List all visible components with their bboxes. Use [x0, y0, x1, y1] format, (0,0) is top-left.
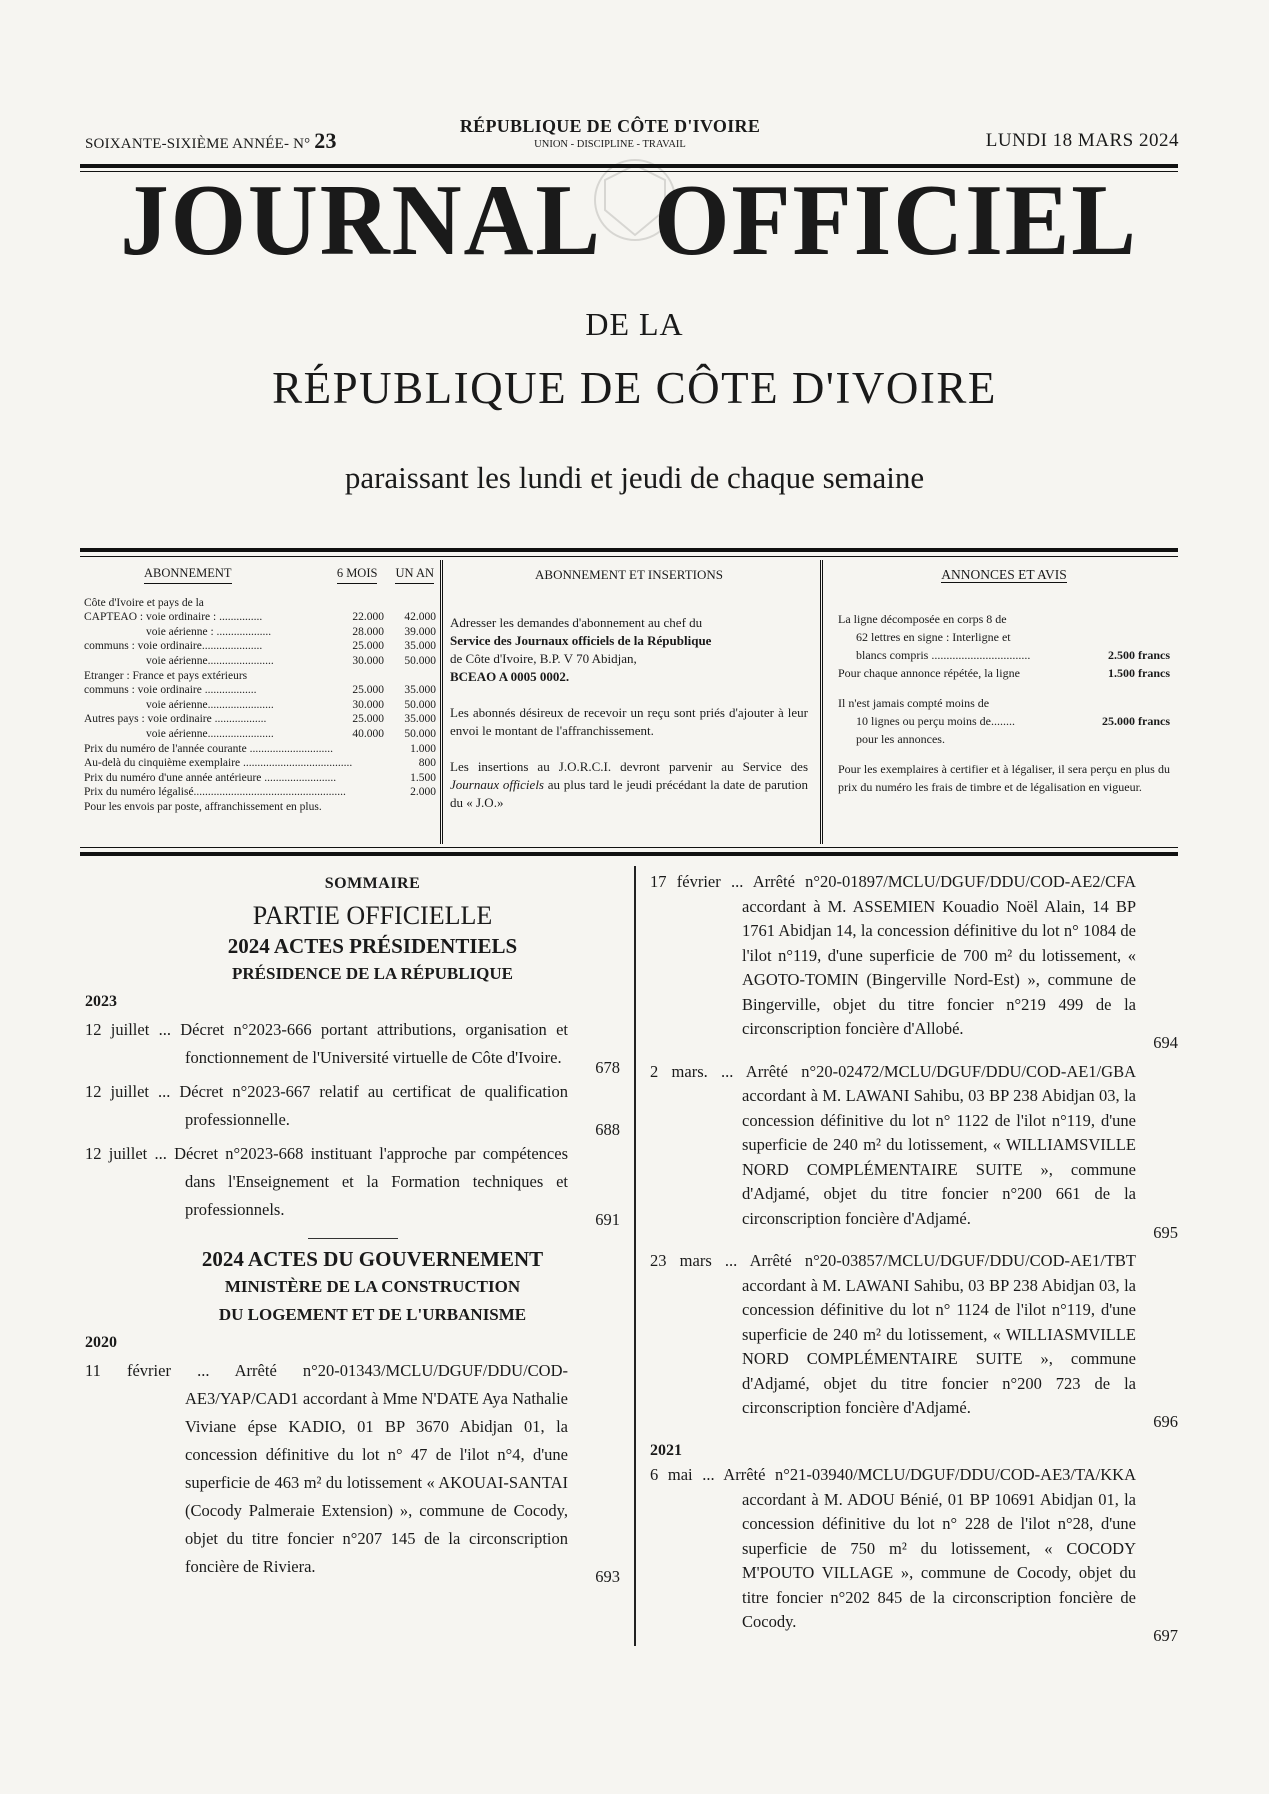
rate-1-year: 35.000: [404, 684, 436, 697]
entry-text: Décret n°2023-668 instituant l'approche par compétences dans l'Enseignement et la Formation techniques et professionnels.: [174, 1144, 568, 1219]
price-row: [84, 785, 436, 800]
entry-date: 6 mai ...: [650, 1465, 724, 1484]
entry-date: 12 juillet ...: [85, 1020, 181, 1039]
price-value: 1.500: [410, 771, 436, 784]
p1-a: Adresser les demandes d'abonnement au chef du: [450, 615, 703, 630]
entry-body: [85, 1140, 568, 1224]
partie-officielle: PARTIE OFFICIELLE: [252, 901, 493, 930]
entry-body: [85, 1078, 568, 1134]
annonce-price: 25.000 francs: [1102, 714, 1170, 728]
entry-text: Arrêté n°20-02472/MCLU/DGUF/DDU/COD-AE1/GBA accordant à M. LAWANI Sahibu, 03 BP 238 Abidjan 03, la concession définitive du lot n° 1122 de l'ilot n°119, d'une superficie de 240 m² du lotissement, « WILLIAMSVILLE NORD COMPLÉMENTAIRE SUITE », commune d'Adjamé, objet du titre foncier n°200 661 de la circonscription foncière d'Adjamé.: [742, 1061, 1136, 1228]
section-separator: [308, 1238, 398, 1239]
price-label: Prix du numéro d'une année antérieure .........................: [84, 771, 337, 784]
price-label: Au-delà du cinquième exemplaire ......................................: [84, 757, 353, 770]
entry-page: 696: [1153, 1412, 1178, 1431]
sommaire-entry: [85, 1016, 620, 1077]
entry-body: [85, 1357, 568, 1581]
entry-page: 695: [1153, 1222, 1178, 1242]
entry-body: [650, 870, 1136, 1042]
sommaire-right: [650, 870, 1178, 1653]
rate-1-year: 35.000: [404, 713, 436, 726]
rate-label: voie aérienne : ...................: [146, 625, 272, 638]
rate-6-months: 40.000: [352, 727, 384, 740]
subscription-rates: [84, 566, 436, 815]
price-value: 2.000: [410, 786, 436, 799]
rate-rows: [84, 610, 436, 741]
entry-date: 23 mars ...: [650, 1251, 750, 1270]
subscription-box: [80, 548, 1178, 856]
sommaire-entry: [650, 870, 1178, 1052]
rate-row: [84, 610, 436, 625]
entry-page: 694: [1153, 1033, 1178, 1052]
sommaire-entry: [650, 1463, 1178, 1645]
column-divider: [440, 560, 446, 844]
price-row: [84, 771, 436, 786]
entry-date: 12 juillet ...: [85, 1082, 180, 1101]
insertions-info: [450, 566, 808, 812]
title-word-2: OFFICIEL: [654, 164, 1138, 277]
entry-date: 2 mars. ...: [650, 1061, 746, 1081]
entry-text: Arrêté n°20-03857/MCLU/DGUF/DDU/COD-AE1/TBT accordant à M. LAWANI Sahibu, 03 BP 238 Abidjan 03, la concession définitive du lot n° 1124 de l'ilot n°119, d'une superficie de 240 m² du lotissement, « WILLIASMVILLE NORD COMPLÉMENTAIRE SUITE », commune d'Adjamé, objet du titre foncier n°200 723 de la circonscription foncière d'Adjamé.: [742, 1251, 1136, 1417]
rate-label: communs : voie ordinaire ..................: [84, 684, 257, 697]
rate-row: [84, 698, 436, 713]
annonce-certify: Pour les exemplaires à certifier et à légaliser, il sera perçu en plus du prix du numéro les frais de timbre et de légalisation en vigueur.: [838, 762, 1170, 794]
section-presidential-sub: PRÉSIDENCE DE LA RÉPUBLIQUE: [231, 964, 514, 983]
annonces-heading-text: ANNONCES ET AVIS: [941, 567, 1067, 582]
title-republic: RÉPUBLIQUE DE CÔTE D'IVOIRE: [272, 363, 997, 413]
annonce-line: 62 lettres en signe : Interligne et: [856, 630, 1011, 644]
col-1-year: UN AN: [395, 566, 434, 584]
rate-1-year: 39.000: [404, 625, 436, 638]
rate-label: Etranger : France et pays extérieurs: [84, 669, 248, 682]
annonces-info: [838, 566, 1170, 796]
entry-page: 693: [595, 1567, 620, 1586]
entry-page: 688: [595, 1120, 620, 1139]
sommaire-left: [85, 870, 620, 1587]
rates-heading: ABONNEMENT: [144, 566, 232, 584]
sommaire-title: SOMMAIRE: [324, 875, 421, 892]
column-separator: [634, 866, 636, 1646]
rate-6-months: [330, 669, 384, 684]
header-republic: [400, 116, 820, 150]
title-de-la: DE LA: [585, 306, 684, 342]
sommaire-entry: [650, 1249, 1178, 1431]
sommaire-entry: [85, 1140, 620, 1229]
entry-page: 697: [1153, 1626, 1178, 1645]
year-2020: 2020: [85, 1334, 117, 1351]
rate-1-year: 50.000: [404, 727, 436, 740]
sommaire-entry: [85, 1357, 620, 1586]
entry-body: [650, 1060, 1136, 1232]
year-2023: 2023: [85, 993, 117, 1010]
rate-6-months: 30.000: [352, 698, 384, 711]
issue-date: LUNDI 18 MARS 2024: [985, 130, 1179, 151]
rate-1-year: [384, 669, 436, 684]
insertions-p3: [450, 758, 808, 812]
rates-footer: Pour les envois par poste, affranchissement en plus.: [84, 800, 322, 813]
rate-1-year: 50.000: [404, 654, 436, 667]
rate-6-months: 25.000: [352, 640, 384, 653]
rates-intro: Côte d'Ivoire et pays de la: [84, 596, 204, 609]
motto: UNION - DISCIPLINE - TRAVAIL: [534, 139, 686, 150]
rate-row: [84, 712, 436, 727]
rate-row: [84, 683, 436, 698]
insertions-heading: ABONNEMENT ET INSERTIONS: [535, 567, 723, 582]
rate-1-year: 42.000: [404, 611, 436, 624]
annonce-price: 2.500 francs: [1108, 648, 1170, 662]
ministry-line-2: DU LOGEMENT ET DE L'URBANISME: [218, 1305, 527, 1324]
rate-row: [84, 639, 436, 654]
issue-number: 23: [314, 128, 337, 153]
ministry-line-1: MINISTÈRE DE LA CONSTRUCTION: [224, 1277, 521, 1296]
p3-c: au plus tard le jeudi précédant la date de parution du « J.O.»: [450, 777, 808, 810]
government-entries: [85, 1357, 620, 1586]
annonce-line: blancs compris .................................: [856, 648, 1031, 662]
entry-body: [650, 1463, 1136, 1635]
price-value: 800: [418, 757, 436, 770]
p3-b: Journaux officiels: [450, 777, 544, 792]
annonce-line: pour les annonces.: [856, 732, 945, 746]
title-word-1: JOURNAL: [120, 164, 602, 277]
year-2021: 2021: [650, 1441, 682, 1459]
republic-name: RÉPUBLIQUE DE CÔTE D'IVOIRE: [459, 116, 761, 136]
p1-b: Service des Journaux officiels de la République: [450, 633, 712, 648]
rate-label: voie aérienne.......................: [146, 727, 274, 740]
annonce-price-row: [838, 664, 1170, 682]
rate-label: voie aérienne.......................: [146, 654, 274, 667]
rate-row: [84, 625, 436, 640]
presidential-entries: [85, 1016, 620, 1229]
rate-label: Autres pays : voie ordinaire ..................: [84, 713, 267, 726]
insertions-p1: [450, 614, 808, 686]
sommaire-entry: [650, 1060, 1178, 1242]
annonce-line: 10 lignes ou perçu moins de........: [856, 714, 1015, 728]
rate-6-months: 22.000: [352, 611, 384, 624]
col-6-months: 6 MOIS: [337, 566, 378, 584]
sommaire-entry: [85, 1078, 620, 1139]
frequency: paraissant les lundi et jeudi de chaque semaine: [344, 460, 925, 495]
rate-6-months: 28.000: [352, 625, 384, 638]
entry-text: Arrêté n°20-01897/MCLU/DGUF/DDU/COD-AE2/CFA accordant à M. ASSEMIEN Kouadio Noël Alain, 14 BP 1761 Abidjan 14, la concession définitive du lot n° 1084 de l'ilot n°119, d'une superficie de 700 m² du lotissement, « AGOTO-TOMIN (Bingerville Nord-Est) », commune de Bingerville, objet du titre foncier n°219 499 de la circonscription foncière d'Allobé.: [742, 872, 1136, 1038]
annonce-price-row: [838, 646, 1170, 664]
entry-text: Arrêté n°20-01343/MCLU/DGUF/DDU/COD-AE3/YAP/CAD1 accordant à Mme N'DATE Aya Nathalie Viviane épse KADIO, 01 BP 3670 Abidjan 01, la concession définitive du lot n° 47 de l'ilot n°4, d'une superficie de 463 m² du lotissement « AKOUAI-SANTAI (Cocody Palmeraie Extension) », commune de Cocody, objet du titre foncier n°207 145 de la circonscription foncière de Riviera.: [185, 1361, 568, 1576]
year-label: SOIXANTE-SIXIÈME ANNÉE- N°: [85, 136, 311, 152]
price-value: 1.000: [410, 742, 436, 755]
annonce-price-row: [838, 712, 1170, 730]
arrete-entries-2021: [650, 1463, 1178, 1645]
price-label: Prix du numéro légalisé.....................................................: [84, 786, 346, 799]
rate-6-months: 25.000: [352, 713, 384, 726]
insertions-p2: Les abonnés désireux de recevoir un reçu sont priés d'ajouter à leur envoi le montant de l'affranchissement.: [450, 705, 808, 738]
rate-row: [84, 669, 436, 684]
rate-label: CAPTEAO : voie ordinaire : ...............: [84, 611, 263, 624]
entry-date: 17 février ...: [650, 872, 753, 891]
issue-info: [85, 128, 337, 154]
rate-6-months: 30.000: [352, 654, 384, 667]
rates-header: [84, 566, 436, 584]
entry-page: 678: [595, 1058, 620, 1077]
annonce-price: 1.500 francs: [1108, 666, 1170, 680]
rate-1-year: 35.000: [404, 640, 436, 653]
entry-body: [650, 1249, 1136, 1421]
rate-label: communs : voie ordinaire.....................: [84, 640, 263, 653]
rate-row: [84, 654, 436, 669]
annonce-line: Pour chaque annonce répétée, la ligne: [838, 666, 1020, 680]
p1-d: BCEAO A 0005 0002.: [450, 669, 570, 684]
entry-text: Décret n°2023-667 relatif au certificat de qualification professionnelle.: [179, 1082, 568, 1129]
section-government: 2024 ACTES DU GOUVERNEMENT: [201, 1247, 544, 1271]
rate-row: [84, 727, 436, 742]
rate-6-months: 25.000: [352, 684, 384, 697]
annonce-line: Il n'est jamais compté moins de: [838, 696, 990, 710]
price-rows: [84, 742, 436, 800]
price-row: [84, 756, 436, 771]
entry-date: 12 juillet ...: [85, 1144, 175, 1163]
price-label: Prix du numéro de l'année courante .............................: [84, 742, 333, 755]
p3-a: Les insertions au J.O.R.C.I. devront parvenir au Service des: [450, 759, 808, 774]
entry-text: Décret n°2023-666 portant attributions, organisation et fonctionnement de l'Université virtuelle de Côte d'Ivoire.: [180, 1020, 568, 1067]
annonces-heading: [838, 566, 1170, 584]
arrete-entries: [650, 870, 1178, 1431]
rate-1-year: 50.000: [404, 698, 436, 711]
section-presidential: 2024 ACTES PRÉSIDENTIELS: [227, 934, 518, 958]
entry-page: 691: [595, 1210, 620, 1229]
price-row: [84, 742, 436, 757]
annonce-line: La ligne décomposée en corps 8 de: [838, 612, 1007, 626]
rate-label: voie aérienne.......................: [146, 698, 274, 711]
column-divider: [820, 560, 826, 844]
entry-date: 11 février ...: [85, 1361, 235, 1380]
journal-title: [107, 164, 1150, 277]
entry-body: [85, 1016, 568, 1072]
entry-text: Arrêté n°21-03940/MCLU/DGUF/DDU/COD-AE3/TA/KKA accordant à M. ADOU Bénié, 01 BP 10691 Abidjan 01, la concession définitive du lot n° 228 de l'ilot n°28, d'une superficie de 750 m² du lotissement, « COCODY M'POUTO VILLAGE », commune de Cocody, objet du titre foncier n°202 845 de la circonscription foncière de Cocody.: [723, 1465, 1136, 1631]
p1-c: de Côte d'Ivoire, B.P. V 70 Abidjan,: [450, 651, 637, 666]
